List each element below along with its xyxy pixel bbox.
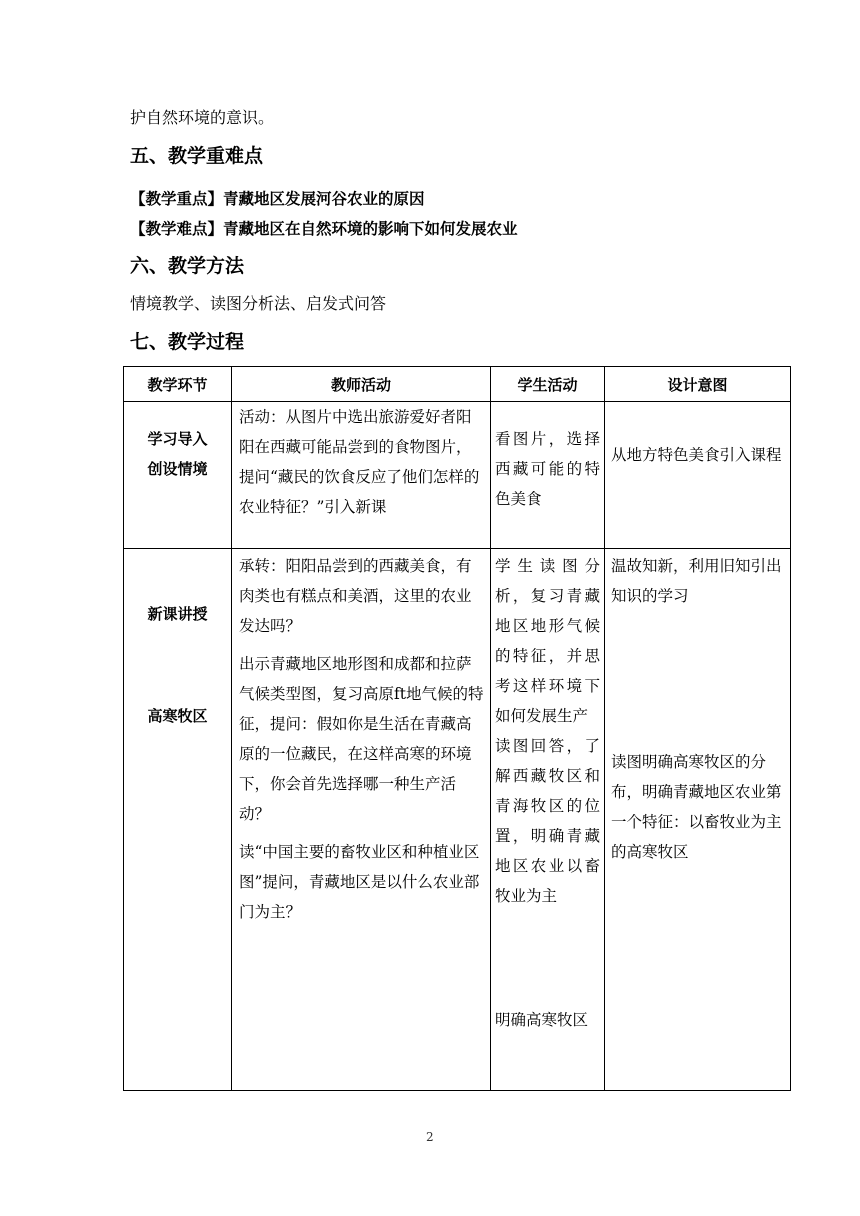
page-number: 2 bbox=[426, 1130, 434, 1144]
stage-line: 新课讲授 bbox=[147, 605, 208, 623]
student-activity-text: 读图回答，了解西藏牧区和青海牧区的位置，明确青藏地区农业以畜牧业为主 bbox=[495, 737, 600, 905]
teaching-process-table bbox=[123, 366, 791, 1091]
header-student-activity: 学生活动 bbox=[491, 367, 605, 402]
teacher-activity-cell bbox=[232, 402, 491, 549]
student-activity-text: 看图片，选择西藏可能的特色美食 bbox=[495, 430, 600, 508]
section-seven-title: 七、教学过程 bbox=[130, 331, 245, 353]
stage-line: 高寒牧区 bbox=[147, 707, 208, 725]
student-activity-text: 明确高寒牧区 bbox=[495, 1011, 589, 1029]
table-header-row bbox=[124, 367, 791, 402]
teaching-methods-text: 情境教学、读图分析法、启发式问答 bbox=[130, 294, 387, 313]
table-row bbox=[124, 549, 791, 1091]
design-intent-cell bbox=[605, 549, 791, 1091]
teacher-activity-text: 活动：从图片中选出旅游爱好者阳阳在西藏可能品尝到的食物图片，提问“藏民的饮食反应了他们怎样的农业特征？”引入新课 bbox=[239, 408, 480, 516]
table-row bbox=[124, 402, 791, 549]
difficulty-label: 【教学难点】 bbox=[130, 220, 224, 238]
section-five-title: 五、教学重难点 bbox=[130, 145, 264, 167]
stage-cell bbox=[124, 549, 232, 1091]
teacher-activity-text: 读“中国主要的畜牧业区和种植业区图”提问，青藏地区是以什么农业部门为主？ bbox=[239, 843, 480, 921]
teacher-activity-cell bbox=[232, 549, 491, 1091]
header-design-intent: 设计意图 bbox=[605, 367, 791, 402]
difficulty-line bbox=[130, 219, 518, 239]
design-intent-text: 温故知新，利用旧知引出知识的学习 bbox=[611, 557, 782, 605]
student-activity-cell bbox=[491, 549, 605, 1091]
header-teacher-activity: 教师活动 bbox=[232, 367, 491, 402]
key-point-text: 青藏地区发展河谷农业的原因 bbox=[223, 190, 425, 208]
header-stage: 教学环节 bbox=[124, 367, 232, 402]
difficulty-text: 青藏地区在自然环境的影响下如何发展农业 bbox=[223, 220, 518, 238]
key-point-line bbox=[130, 189, 425, 209]
stage-line: 创设情境 bbox=[147, 460, 208, 478]
design-intent-cell bbox=[605, 402, 791, 549]
section-six-title: 六、教学方法 bbox=[130, 255, 245, 277]
stage-cell bbox=[124, 402, 232, 549]
teacher-activity-text: 承转：阳阳品尝到的西藏美食，有肉类也有糕点和美酒，这里的农业发达吗？ bbox=[239, 557, 472, 635]
design-intent-text: 读图明确高寒牧区的分布，明确青藏地区农业第一个特征：以畜牧业为主的高寒牧区 bbox=[611, 753, 782, 861]
student-activity-cell bbox=[491, 402, 605, 549]
teacher-activity-text: 出示青藏地区地形图和成都和拉萨气候类型图，复习高原ft地气候的特征，提问：假如你是生活在青藏高原的一位藏民，在这样高寒的环境下，你会首先选择哪一种生产活动？ bbox=[239, 655, 484, 823]
student-activity-text: 学生读图分析，复习青藏地区地形气候的特征，并思考这样环境下如何发展生产 bbox=[495, 557, 600, 725]
intro-tail-text: 护自然环境的意识。 bbox=[130, 108, 275, 127]
stage-line: 学习导入 bbox=[147, 430, 208, 448]
key-point-label: 【教学重点】 bbox=[130, 190, 224, 208]
design-intent-text: 从地方特色美食引入课程 bbox=[611, 446, 782, 464]
